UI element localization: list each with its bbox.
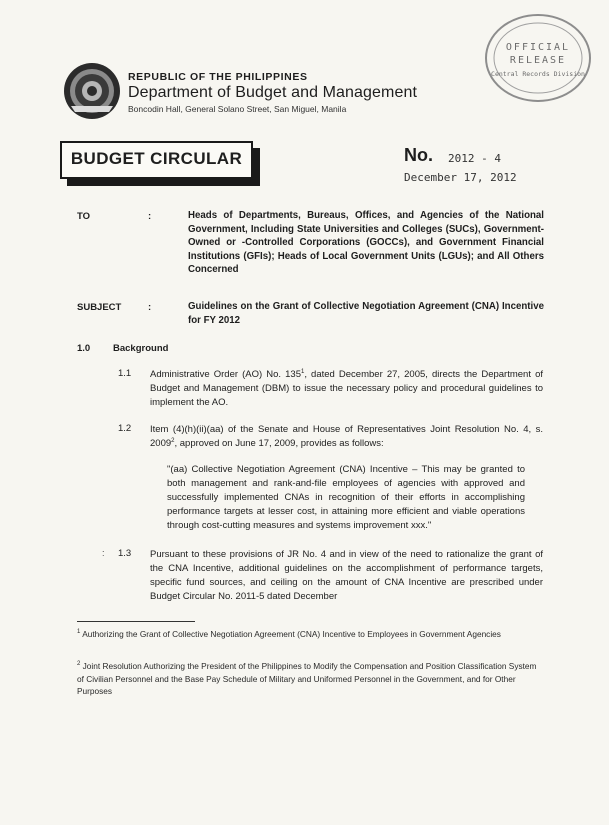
paragraph-text: Pursuant to these provisions of JR No. 4 and in view of the need to rationalize the grant of the CNA Incentive, additional guidelines on the accomplishment of performance targets, specific fund sources, and ceiling on the amount of CNA Incentive are prescribed under Budget Circular No. 2011-5 dated December — [150, 549, 543, 602]
paragraph-number: 1.1 — [118, 368, 132, 379]
official-release-stamp — [484, 13, 592, 103]
circular-date: December 17, 2012 — [404, 171, 517, 184]
paragraph-1-2 — [150, 423, 543, 451]
circular-number-label: No. — [404, 145, 433, 165]
footnote-ref: 2 — [171, 437, 175, 444]
circular-title: BUDGET CIRCULAR — [70, 149, 243, 168]
footnote-marker: 2 — [77, 661, 81, 668]
section-number: 1.0 — [77, 343, 91, 354]
department-address: Boncodin Hall, General Solano Street, San Miguel, Manila — [128, 104, 347, 114]
footnote-ref: 1 — [300, 368, 305, 375]
footnote-2 — [77, 660, 543, 698]
circular-title-box — [60, 141, 253, 179]
section-title: Background — [113, 343, 169, 354]
footnote-divider — [77, 621, 195, 622]
dbm-seal-icon — [63, 62, 121, 120]
paragraph-number: 1.3 — [118, 548, 132, 559]
paragraph-text: , dated December 27, 2005, directs the Department of Budget and Management (DBM) to issue the necessary policy and procedural guidelines to implement the AO. — [150, 369, 543, 408]
quoted-provision: "(aa) Collective Negotiation Agreement (CNA) Incentive – This may be granted to both management and rank-and-file employees of agencies with approved and successfully implemented CNAs in recognition of their efforts in accomplishing performance targets at lesser cost, in attaining more efficient and viable operations through cost-cutting measures and systems improvement xxx." — [167, 464, 525, 531]
subject-text: Guidelines on the Grant of Collective Negotiation Agreement (CNA) Incentive for FY 2012 — [188, 301, 544, 326]
paragraph-text: Administrative Order (AO) No. 135 — [150, 369, 301, 380]
department-name: Department of Budget and Management — [128, 84, 418, 101]
circular-number: 2012 - 4 — [448, 152, 501, 165]
stamp-line-2: RELEASE — [509, 55, 567, 66]
paragraph-number: 1.2 — [118, 423, 132, 434]
to-colon: : — [148, 211, 152, 222]
footnote-text: Authorizing the Grant of Collective Negotiation Agreement (CNA) Incentive to Employees in Government Agencies — [80, 629, 501, 639]
footnote-1 — [77, 628, 543, 641]
republic-heading: REPUBLIC OF THE PHILIPPINES — [128, 71, 308, 83]
to-recipients: Heads of Departments, Bureaus, Offices, and Agencies of the National Government, Including State Universities and Colleges (SUCs), Government-Owned or -Controlled Corporations (GOCCs), and Government Financial Institutions (GFIs); Heads of Local Government Units (LGUs); and All Others Concerned — [188, 210, 544, 275]
stamp-line-3: Central Records Division — [491, 70, 585, 78]
footnote-text: Joint Resolution Authorizing the President of the Philippines to Modify the Compensation and Position Classification System of Civilian Personnel and the Base Pay Schedule of Military and Uniformed Personnel in the Government, and for Other Purposes — [77, 661, 537, 696]
paragraph-1-1 — [150, 368, 543, 410]
footnote-marker: 1 — [77, 629, 81, 636]
subject-label: SUBJECT — [77, 302, 122, 313]
stamp-line-1: OFFICIAL — [505, 42, 571, 53]
subject-colon: : — [148, 302, 152, 313]
paragraph-text: , approved on June 17, 2009, provides as follows: — [174, 438, 384, 449]
to-label: TO — [77, 211, 91, 222]
paragraph-text: Item (4)(h)(ii)(aa) of the Senate and House of Representatives Joint Resolution No. 4, s. 2009 — [150, 424, 543, 449]
margin-mark: : — [102, 548, 105, 558]
paragraph-1-3 — [150, 548, 543, 604]
